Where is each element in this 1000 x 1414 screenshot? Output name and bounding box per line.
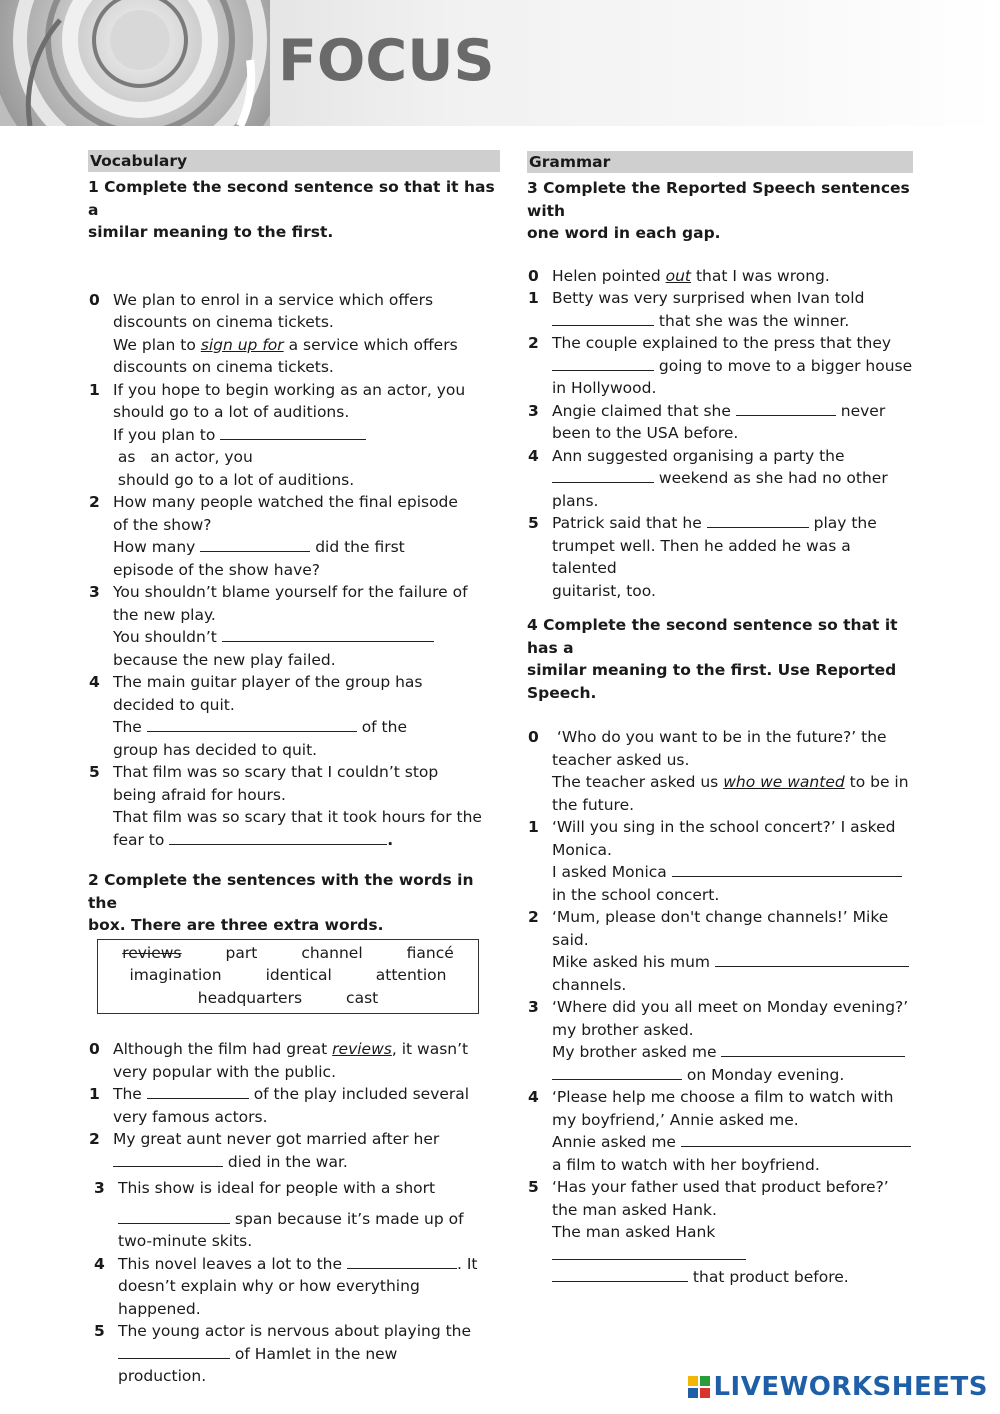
answer-blank[interactable] [552,1266,688,1282]
list-item: 0 We plan to enrol in a service which offers discounts on cinema tickets. We plan to sign up for a service which offers discounts on cinema tickets. [89,290,458,376]
word-box-item: channel [301,943,363,962]
list-item: 3 You shouldn’t blame yourself for the failure of the new play. You shouldn’t because the new play failed. [89,583,468,669]
list-item: 2 The couple explained to the press that they going to move to a bigger house in Hollywood. [528,334,913,397]
answer-blank[interactable] [169,829,387,845]
list-item: 0 Helen pointed out that I was wrong. [528,266,830,285]
task-1-list [88,289,500,852]
answer-blank[interactable] [681,1131,911,1147]
task-3-instructions: 3 Complete the Reported Speech sentences with one word in each gap. [527,179,910,242]
example-answer: sign up for [200,335,284,354]
answer-blank[interactable] [222,626,434,642]
answer-blank[interactable] [707,512,809,528]
answer-blank[interactable] [552,467,654,483]
list-item: 5 ‘Has your father used that product before?’ the man asked Hank. The man asked Hank that product before. [528,1178,889,1286]
list-item: 1 ‘Will you sing in the school concert?’ I asked Monica. I asked Monica in the school concert. [527,816,913,906]
list-item: 4 This novel leaves a lot to the . It doesn’t explain why or how everything happened. [94,1254,478,1318]
answer-blank[interactable] [715,951,909,967]
word-box-item: reviews [122,943,182,962]
task-4-instructions: 4 Complete the second sentence so that it has a similar meaning to the first. Use Reported Speech. [527,616,898,702]
list-item: 4 The main guitar player of the group has decided to quit. The of the group has decided to quit. [89,673,423,759]
answer-blank[interactable] [552,310,654,326]
brand-title: FOCUS [278,28,495,94]
word-box-item: cast [346,988,379,1007]
list-item: 1 The of the play included several very famous actors. [89,1085,470,1126]
task-1-instructions: 1 Complete the second sentence so that it has a similar meaning to the first. [88,178,495,241]
answer-blank[interactable] [118,1208,230,1224]
answer-blank[interactable] [147,716,357,732]
list-item: 1 If you hope to begin working as an actor, you should go to a lot of auditions. If you plan to as an actor, you should go to a lot of auditions. [89,380,466,489]
list-item: 5 The young actor is nervous about playing the of Hamlet in the new production. [94,1322,472,1385]
word-box-item: attention [375,966,447,984]
header-rings-graphic [0,0,270,126]
vocabulary-heading: Vocabulary [88,150,500,172]
answer-blank[interactable] [147,1083,249,1099]
answer-blank[interactable] [552,1244,746,1260]
right-column [527,150,913,1289]
page-header [0,0,1000,126]
example-answer: reviews [332,1040,392,1058]
list-item: 5 Patrick said that he play the trumpet well. Then he added he was a talented guitarist, too. [528,514,877,600]
list-item: 4 Ann suggested organising a party the weekend as she had no other plans. [528,446,888,510]
answer-blank[interactable] [118,1343,230,1359]
logo-text: LIVEWORKSHEETS [713,1372,988,1402]
list-item: 3 ‘Where did you all meet on Monday evening?’ my brother asked. My brother asked me on Monday evening. [528,998,909,1084]
answer-blank[interactable] [672,861,902,877]
list-item: 4 ‘Please help me choose a film to watch with my boyfriend,’ Annie asked me. Annie asked me a film to watch with her boyfriend. [527,1086,913,1176]
word-box-item: identical [265,966,332,984]
task-4-list [527,726,913,1289]
grammar-heading: Grammar [527,151,913,173]
list-item: 2 How many people watched the final episode of the show? How many did the first episode of the show have? [89,493,458,579]
word-box-item: part [225,943,258,962]
logo-blocks-icon [688,1376,710,1398]
list-item: 2 My great aunt never got married after her died in the war. [89,1130,440,1171]
list-item: 0 Although the film had great reviews, it wasn’t very popular with the public. [89,1040,469,1081]
list-item: 0 ‘Who do you want to be in the future?’ the teacher asked us. The teacher asked us who we wanted to be in the future. [528,728,909,814]
answer-blank[interactable] [721,1041,905,1057]
word-box-item: fiancé [406,943,454,962]
answer-blank[interactable] [200,536,310,552]
answer-blank[interactable] [552,355,654,371]
word-box [97,939,479,1015]
answer-blank[interactable] [736,400,836,416]
word-box-item: headquarters [197,988,303,1007]
list-item: 3 Angie claimed that she never been to the USA before. [528,401,886,442]
word-box-item: imagination [129,966,222,984]
answer-blank[interactable] [220,424,366,440]
task-3-list [527,265,913,603]
task-2-instructions: 2 Complete the sentences with the words in the box. There are three extra words. [88,871,474,934]
example-answer: out [665,266,692,285]
list-item: 2 ‘Mum, please don't change channels!’ Mike said. Mike asked his mum channels. [527,906,913,996]
answer-blank[interactable] [113,1151,223,1167]
list-item: 3 This show is ideal for people with a short span because it’s made up of two-minute skits. [94,1179,464,1250]
answer-blank[interactable] [552,1064,682,1080]
answer-blank[interactable] [347,1253,457,1269]
list-item: 1 Betty was very surprised when Ivan told that she was the winner. [528,289,865,330]
left-column [88,150,500,1388]
list-item: 5 That film was so scary that I couldn’t stop being afraid for hours. That film was so scary that it took hours for the fear to . [89,763,482,849]
task-2-list [88,1038,500,1388]
liveworksheets-logo [688,1372,988,1402]
example-answer: who we wanted [723,773,845,791]
